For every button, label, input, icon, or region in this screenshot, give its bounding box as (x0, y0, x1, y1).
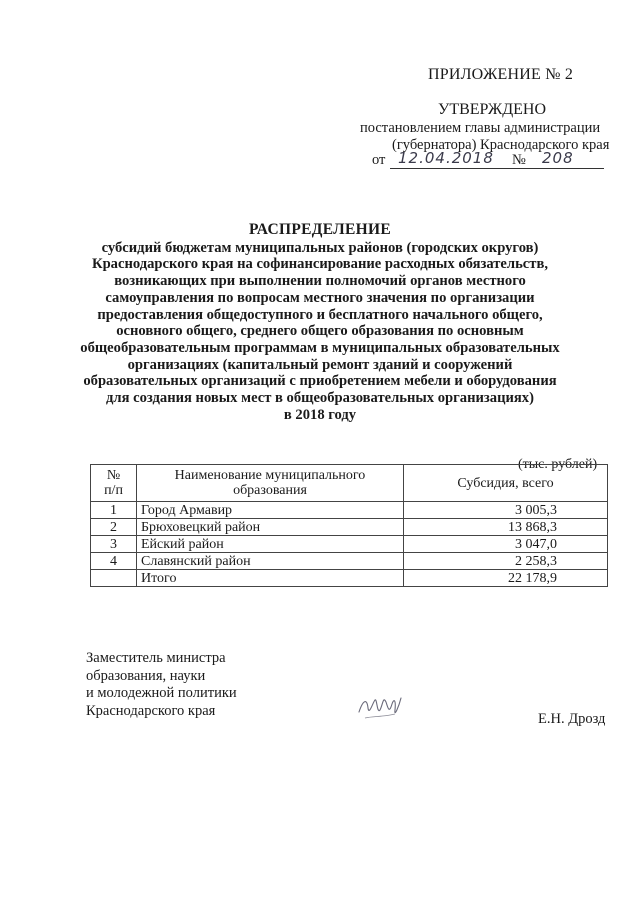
title-line: самоуправления по вопросам местного значения по организации (105, 289, 535, 306)
column-header-number-line-1: № (106, 468, 121, 483)
column-header-sum: Субсидия, всего (404, 465, 608, 502)
table-row (91, 536, 608, 553)
title-line-year: в 2018 году (283, 406, 357, 423)
table-header-row (91, 465, 608, 502)
title-line: организациях (капитальный ремонт зданий и сооружений (127, 356, 513, 373)
title-line: Краснодарского края на софинансирование расходных обязательств, (91, 256, 548, 273)
row-number: 1 (91, 502, 137, 519)
signer-line-1: Заместитель министра (86, 650, 226, 666)
appendix-label: ПРИЛОЖЕНИЕ № 2 (428, 66, 574, 83)
row-name: Брюховецкий район (137, 519, 404, 536)
total-label: Итого (137, 570, 404, 587)
signer-line-3: и молодежной политики (86, 685, 237, 701)
row-sum: 3 047,0 (404, 536, 608, 553)
title-line: для создания новых мест в общеобразовательных организациях) (106, 390, 534, 407)
document-date: 12.04.2018 (398, 149, 494, 167)
signer-line-4: Краснодарского края (86, 702, 216, 719)
title-heading: РАСПРЕДЕЛЕНИЕ (249, 221, 391, 238)
approved-label: УТВЕРЖДЕНО (438, 101, 547, 118)
title-line: субсидий бюджетам муниципальных районов (городских округов) (101, 239, 539, 256)
table-total-row (91, 570, 608, 587)
distribution-table (90, 464, 608, 587)
total-sum: 22 178,9 (404, 570, 608, 587)
table-row (91, 519, 608, 536)
column-header-number (91, 465, 137, 502)
signer-line-2: образования, науки (86, 667, 206, 684)
row-number: 4 (91, 553, 137, 570)
row-sum: 2 258,3 (404, 553, 608, 570)
column-header-name-line-1: Наименование муниципального (174, 468, 366, 483)
row-name: Город Армавир (137, 502, 404, 519)
number-underline (538, 168, 604, 169)
row-number: 2 (91, 519, 137, 536)
approved-by-line-1: постановлением главы администрации (360, 120, 601, 136)
row-name: Ейский район (137, 536, 404, 553)
column-header-number-line-2: п/п (104, 483, 123, 498)
from-label: от (372, 152, 386, 168)
document-number: 208 (542, 149, 574, 167)
handwritten-signature (355, 690, 403, 726)
signer-position (86, 650, 237, 720)
title-line: основного общего, среднего общего образования по основным (116, 323, 524, 340)
title-line: возникающих при выполнении полномочий органов местного (114, 273, 526, 290)
units-label: (тыс. рублей) (518, 457, 598, 472)
table-row (91, 502, 608, 519)
document-title (60, 222, 580, 423)
approved-by-line-2: (губернатора) Краснодарского края (392, 137, 610, 153)
column-header-name-line-2: образования (233, 483, 307, 498)
row-sum: 13 868,3 (404, 519, 608, 536)
row-sum: 3 005,3 (404, 502, 608, 519)
title-line: общеобразовательным программам в муниципальных образовательных (80, 339, 560, 356)
column-header-name (137, 465, 404, 502)
title-line: образовательных организаций с приобретением мебели и оборудования (83, 373, 557, 390)
title-line: предоставления общедоступного и бесплатного начального общего, (97, 306, 543, 323)
table-row (91, 553, 608, 570)
number-label: № (512, 152, 526, 168)
row-number: 3 (91, 536, 137, 553)
signer-name: Е.Н. Дрозд (538, 711, 606, 727)
row-name: Славянский район (137, 553, 404, 570)
date-number-row (362, 149, 612, 174)
total-number (91, 570, 137, 587)
